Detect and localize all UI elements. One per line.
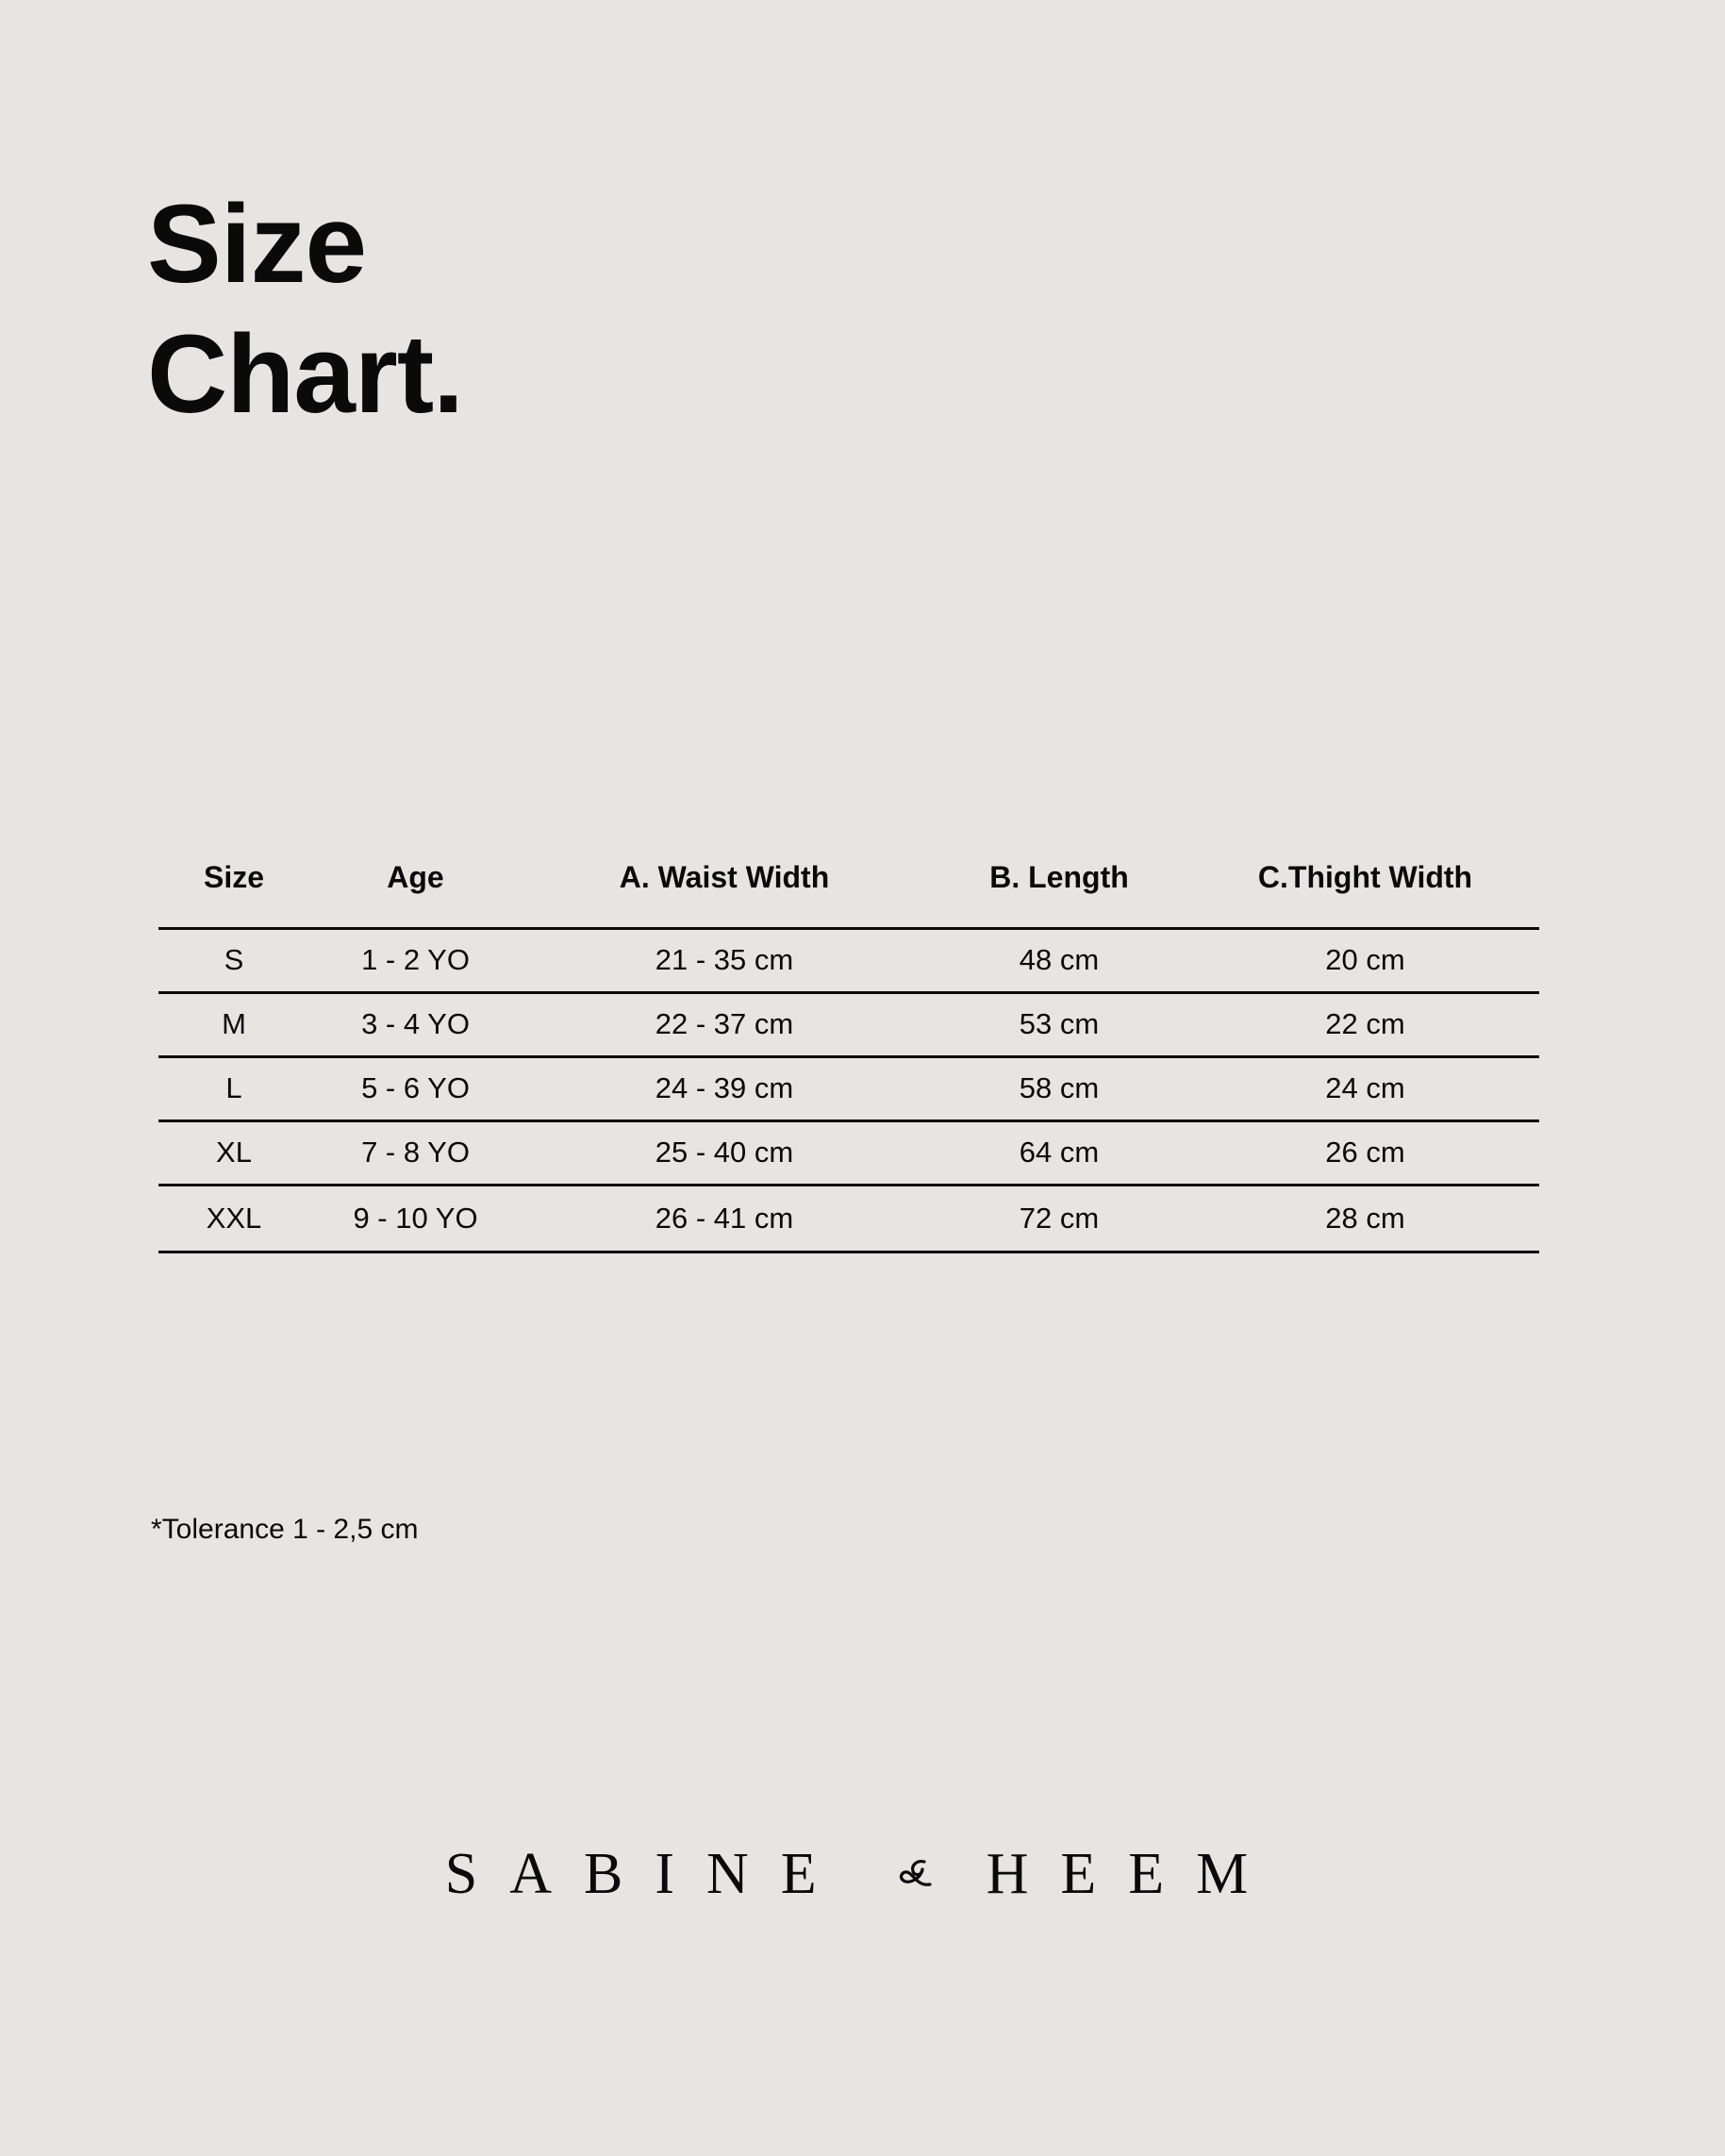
cell-length: 64 cm <box>1019 1136 1100 1169</box>
header-waist-width: A. Waist Width <box>619 860 830 894</box>
cell-size: XL <box>216 1136 252 1169</box>
header-size: Size <box>203 860 265 894</box>
table-row <box>158 1120 1539 1185</box>
cell-age: 3 - 4 YO <box>361 1007 470 1040</box>
cell-age: 5 - 6 YO <box>361 1071 470 1104</box>
cell-thigh-width: 20 cm <box>1325 943 1405 976</box>
header-length: B. Length <box>989 860 1129 894</box>
cell-age: 9 - 10 YO <box>353 1201 478 1235</box>
cell-waist-width: 26 - 41 cm <box>655 1201 794 1235</box>
header-age: Age <box>387 860 444 894</box>
cell-thigh-width: 26 cm <box>1325 1136 1405 1169</box>
cell-length: 58 cm <box>1019 1071 1100 1104</box>
brand-name-left: SABINE <box>444 1842 849 1906</box>
page-title-line1: Size <box>147 182 367 307</box>
brand-logo <box>0 1841 1725 1908</box>
cell-age: 1 - 2 YO <box>361 943 470 976</box>
table-body <box>158 928 1539 1252</box>
cell-length: 53 cm <box>1019 1007 1100 1040</box>
cell-waist-width: 22 - 37 cm <box>655 1007 794 1040</box>
header-thigh-width: C.Thight Width <box>1257 860 1473 894</box>
cell-waist-width: 24 - 39 cm <box>655 1071 794 1104</box>
cell-waist-width: 25 - 40 cm <box>655 1136 794 1169</box>
ampersand-monogram-icon <box>896 1856 937 1894</box>
cell-thigh-width: 28 cm <box>1325 1201 1405 1235</box>
cell-size: XXL <box>206 1201 262 1235</box>
cell-size: S <box>224 943 244 976</box>
header-row <box>158 834 1539 928</box>
cell-length: 72 cm <box>1019 1201 1100 1235</box>
table-row <box>158 1056 1539 1120</box>
table-header <box>158 834 1539 928</box>
tolerance-note: *Tolerance 1 - 2,5 cm <box>151 1514 419 1545</box>
table-row <box>158 1185 1539 1252</box>
brand-name-right: HEEM <box>986 1842 1281 1906</box>
cell-thigh-width: 22 cm <box>1325 1007 1405 1040</box>
table-row <box>158 992 1539 1056</box>
cell-size: M <box>222 1007 246 1040</box>
cell-size: L <box>225 1071 242 1104</box>
page-title <box>147 179 463 439</box>
page-title-line2: Chart. <box>147 312 463 437</box>
size-chart-table <box>158 834 1539 1253</box>
cell-age: 7 - 8 YO <box>361 1136 470 1169</box>
table-row <box>158 928 1539 992</box>
cell-waist-width: 21 - 35 cm <box>655 943 794 976</box>
cell-length: 48 cm <box>1019 943 1100 976</box>
cell-thigh-width: 24 cm <box>1325 1071 1405 1104</box>
